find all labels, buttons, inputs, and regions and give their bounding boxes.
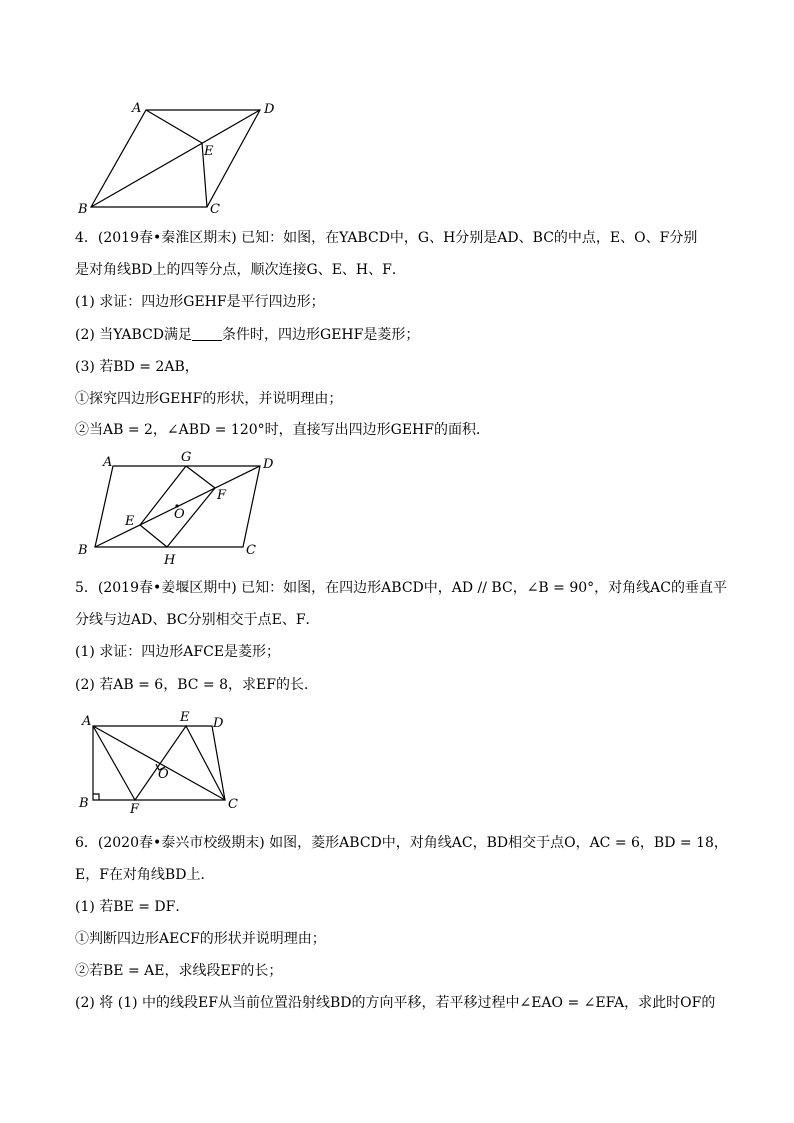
label-d: D (264, 102, 275, 117)
label-e: E (204, 144, 214, 159)
label-b: B (79, 796, 89, 811)
label-b: B (78, 202, 88, 217)
p5-line2: 分线与边AD、BC分别相交于点E、F． (75, 612, 320, 628)
p6-q1b: ②若BE = AE，求线段EF的长； (75, 963, 283, 979)
p4-line1: 4．(2019春•秦淮区期末) 已知：如图，在YABCD中，G、H分别是AD、BC的中点，E、O、F分别 (75, 230, 698, 246)
p4-q2 (75, 325, 419, 345)
label-e: E (125, 514, 135, 529)
label-f: F (217, 488, 227, 503)
label-a: A (103, 455, 113, 470)
label-a: A (82, 714, 92, 729)
label-c: C (210, 202, 220, 217)
figure-parallelogram-abcd-e (70, 98, 290, 218)
p6-q2: (2) 将 (1) 中的线段EF从当前位置沿射线BD的方向平移，若平移过程中∠EAO = ∠EFA，求此时OF的 (75, 995, 716, 1011)
label-c: C (246, 543, 256, 558)
answer-blank (192, 326, 222, 341)
label-b: B (78, 543, 88, 558)
p4-q3b: ②当AB = 2，∠ABD = 120°时，直接写出四边形GEHF的面积． (75, 422, 490, 438)
p4-q3a: ①探究四边形GEHF的形状，并说明理由； (75, 391, 343, 407)
figure-parallelogram-gehf (70, 448, 290, 570)
label-o: O (174, 507, 185, 522)
p6-line1: 6．(2020春•泰兴市校级期末) 如图，菱形ABCD中，对角线AC，BD相交于点O，AC = 6，BD = 18， (75, 835, 728, 851)
p6-q1: (1) 若BE = DF． (75, 899, 190, 915)
p4-q1: (1) 求证：四边形GEHF是平行四边形； (75, 294, 325, 310)
p5-line1: 5．(2019春•姜堰区期中) 已知：如图，在四边形ABCD中，AD // BC，∠B = 90°，对角线AC的垂直平 (75, 580, 727, 596)
p5-q1: (1) 求证：四边形AFCE是菱形； (75, 644, 281, 660)
p5-q2: (2) 若AB = 6，BC = 8，求EF的长． (75, 677, 318, 693)
label-o: O (158, 767, 169, 782)
p4-line2: 是对角线BD上的四等分点，顺次连接G、E、H、F． (75, 262, 406, 278)
label-h: H (164, 553, 176, 568)
label-f: F (130, 802, 140, 817)
label-d: D (213, 716, 224, 731)
label-a: A (132, 101, 142, 116)
label-c: C (228, 797, 238, 812)
label-g: G (181, 450, 192, 465)
label-d: D (263, 457, 274, 472)
p4-q2-part1: (2) 当YABCD满足 (75, 327, 193, 343)
label-e: E (180, 710, 190, 725)
p4-q3: (3) 若BD = 2AB， (75, 359, 199, 375)
p6-line2: E，F在对角线BD上． (75, 867, 215, 883)
p4-q2-part2: 条件时，四边形GEHF是菱形； (222, 327, 420, 343)
p6-q1a: ①判断四边形AECF的形状并说明理由； (75, 931, 326, 947)
figure-rhombus-afce (70, 705, 250, 817)
